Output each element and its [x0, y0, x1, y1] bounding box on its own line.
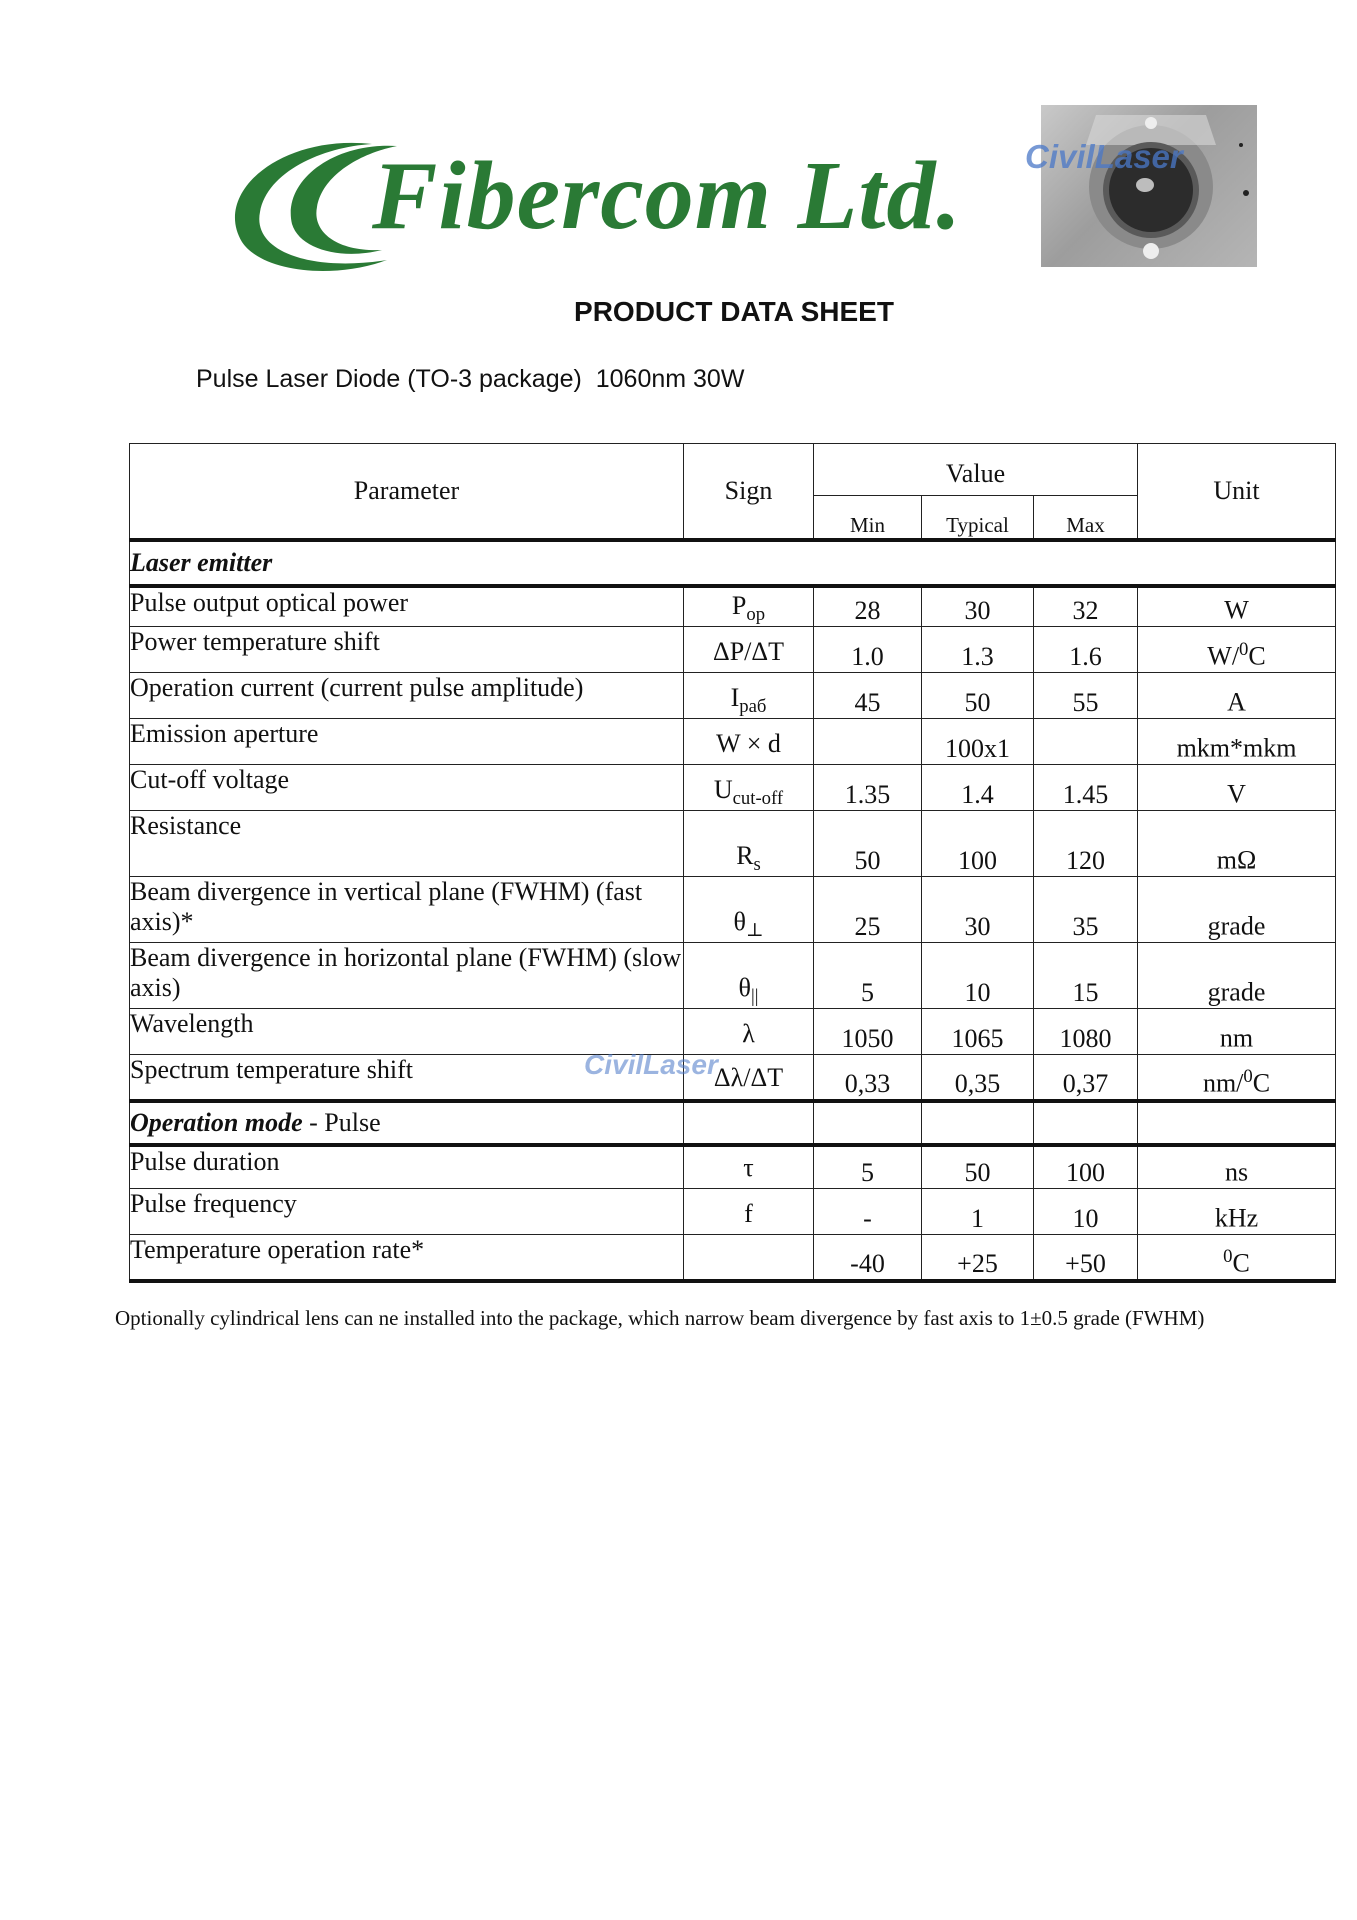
empty-cell	[1034, 1101, 1138, 1145]
value-min-cell: -	[814, 1189, 922, 1235]
value-typ-cell: 100x1	[922, 719, 1034, 765]
header-unit: Unit	[1138, 444, 1336, 540]
value-typ-cell: 30	[922, 586, 1034, 627]
value-max-cell: 10	[1034, 1189, 1138, 1235]
value-min-cell	[814, 719, 922, 765]
value-min-cell: 28	[814, 586, 922, 627]
value-typ-cell: 50	[922, 673, 1034, 719]
sign-subscript: op	[746, 604, 766, 625]
value-typ-cell: 30	[922, 877, 1034, 943]
value-max-cell	[1034, 719, 1138, 765]
section-title: Laser emitter	[130, 547, 273, 577]
sign-subscript: раб	[739, 696, 767, 717]
value-min-cell: 1.35	[814, 765, 922, 811]
header-typical: Typical	[922, 496, 1034, 540]
parameter-cell: Pulse duration	[130, 1145, 684, 1189]
unit-text: kHz	[1214, 1204, 1259, 1233]
sign-symbol: θ	[738, 972, 751, 1002]
table-row	[130, 1145, 1336, 1189]
sign-symbol: ΔP/ΔT	[712, 636, 784, 666]
value-max-cell: 35	[1034, 877, 1138, 943]
parameter-cell: Power temperature shift	[130, 627, 684, 673]
unit-text: mkm*mkm	[1176, 734, 1297, 763]
unit-text: nm	[1219, 1024, 1254, 1053]
value-typ-cell: 1065	[922, 1009, 1034, 1055]
sign-cell	[684, 1145, 814, 1189]
unit-cell	[1138, 943, 1336, 1009]
empty-cell	[684, 1101, 814, 1145]
table-row	[130, 1009, 1336, 1055]
value-max-cell: 32	[1034, 586, 1138, 627]
header-min: Min	[814, 496, 922, 540]
sign-symbol: Δλ/ΔT	[713, 1063, 784, 1093]
unit-cell	[1138, 1145, 1336, 1189]
sign-symbol: θ	[733, 906, 746, 936]
table-row	[130, 673, 1336, 719]
value-max-cell: 1080	[1034, 1009, 1138, 1055]
unit-suffix: C	[1248, 642, 1266, 671]
value-max-cell: 100	[1034, 1145, 1138, 1189]
page-title: PRODUCT DATA SHEET	[574, 296, 894, 327]
header-sign: Sign	[684, 444, 814, 540]
empty-cell	[814, 1101, 922, 1145]
sign-symbol: P	[731, 590, 747, 620]
unit-cell	[1138, 673, 1336, 719]
unit-cell	[1138, 719, 1336, 765]
value-min-cell: 5	[814, 943, 922, 1009]
table-row	[130, 719, 1336, 765]
section-title-cell	[130, 540, 1336, 586]
unit-text: ns	[1224, 1158, 1249, 1187]
sign-symbol: τ	[743, 1152, 754, 1182]
value-typ-cell: 1.3	[922, 627, 1034, 673]
table-row	[130, 1055, 1336, 1101]
table-row	[130, 1235, 1336, 1281]
table-row	[130, 877, 1336, 943]
value-min-cell: 50	[814, 811, 922, 877]
watermark-top: CivilLaser	[1025, 138, 1183, 175]
sign-cell	[684, 1189, 814, 1235]
unit-cell	[1138, 1189, 1336, 1235]
sign-cell	[684, 586, 814, 627]
header-parameter: Parameter	[130, 444, 684, 540]
sign-symbol: f	[744, 1198, 753, 1228]
unit-cell	[1138, 1009, 1336, 1055]
table-row	[130, 811, 1336, 877]
to3-package-icon	[1041, 105, 1257, 267]
sign-symbol: I	[730, 682, 740, 712]
section-row	[130, 540, 1336, 586]
unit-cell	[1138, 811, 1336, 877]
unit-text: A	[1227, 688, 1246, 717]
value-typ-cell: +25	[922, 1235, 1034, 1281]
value-typ-cell: 1.4	[922, 765, 1034, 811]
sign-cell	[684, 1235, 814, 1281]
value-max-cell: 55	[1034, 673, 1138, 719]
sign-cell	[684, 1009, 814, 1055]
value-min-cell: 25	[814, 877, 922, 943]
sign-cell	[684, 627, 814, 673]
table-body	[130, 540, 1336, 1281]
unit-text: W/	[1207, 642, 1240, 671]
parameter-cell: Resistance	[130, 811, 684, 877]
parameter-cell: Beam divergence in horizontal plane (FWHM) (slow axis)	[130, 943, 684, 1009]
unit-superscript: 0	[1239, 639, 1249, 661]
table-row	[130, 586, 1336, 627]
table-row	[130, 943, 1336, 1009]
product-photo	[1041, 105, 1257, 267]
sign-cell	[684, 673, 814, 719]
sign-symbol: W × d	[716, 728, 781, 758]
unit-superscript: 0	[1223, 1245, 1233, 1267]
sign-subscript: s	[753, 854, 761, 875]
sign-cell	[684, 811, 814, 877]
unit-superscript: 0	[1243, 1065, 1253, 1087]
unit-suffix: C	[1252, 1068, 1271, 1098]
unit-cell	[1138, 627, 1336, 673]
sign-cell	[684, 719, 814, 765]
parameter-cell: Operation current (current pulse amplitude)	[130, 673, 684, 719]
value-typ-cell: 100	[922, 811, 1034, 877]
value-max-cell: 0,37	[1034, 1055, 1138, 1101]
value-min-cell: 1050	[814, 1009, 922, 1055]
value-min-cell: 45	[814, 673, 922, 719]
parameter-cell: Cut-off voltage	[130, 765, 684, 811]
sign-symbol: λ	[742, 1018, 755, 1048]
value-min-cell: 1.0	[814, 627, 922, 673]
value-typ-cell: 1	[922, 1189, 1034, 1235]
unit-suffix: C	[1232, 1248, 1250, 1278]
table-header-row	[130, 444, 1336, 496]
logo-text: Fibercom Ltd.	[372, 142, 963, 250]
value-max-cell: 120	[1034, 811, 1138, 877]
unit-cell	[1138, 877, 1336, 943]
sign-subscript: cut-off	[732, 788, 784, 809]
sign-cell	[684, 877, 814, 943]
value-max-cell: +50	[1034, 1235, 1138, 1281]
unit-cell	[1138, 1235, 1336, 1281]
watermark-middle: CivilLaser	[584, 1049, 718, 1080]
header-value: Value	[814, 444, 1138, 496]
spec-table	[129, 443, 1336, 1283]
parameter-cell: Emission aperture	[130, 719, 684, 765]
unit-text: grade	[1207, 912, 1266, 941]
unit-text: nm/	[1202, 1068, 1244, 1098]
product-subtitle: Pulse Laser Diode (TO-3 package) 1060nm 30W	[196, 365, 745, 393]
parameter-cell: Spectrum temperature shift	[130, 1055, 684, 1101]
empty-cell	[922, 1101, 1034, 1145]
value-max-cell: 1.45	[1034, 765, 1138, 811]
parameter-cell: Pulse frequency	[130, 1189, 684, 1235]
value-min-cell: 0,33	[814, 1055, 922, 1101]
parameter-cell: Beam divergence in vertical plane (FWHM) (fast axis)*	[130, 877, 684, 943]
sign-cell	[684, 765, 814, 811]
value-typ-cell: 10	[922, 943, 1034, 1009]
table-row	[130, 765, 1336, 811]
company-logo	[222, 132, 982, 282]
section-title: Operation mode	[130, 1107, 303, 1137]
value-typ-cell: 0,35	[922, 1055, 1034, 1101]
sign-symbol: R	[736, 840, 754, 870]
value-min-cell: 5	[814, 1145, 922, 1189]
unit-cell	[1138, 586, 1336, 627]
unit-cell	[1138, 1055, 1336, 1101]
section-row	[130, 1101, 1336, 1145]
value-typ-cell: 50	[922, 1145, 1034, 1189]
empty-cell	[1138, 1101, 1336, 1145]
table-row	[130, 627, 1336, 673]
sign-subscript: ||	[750, 986, 759, 1007]
parameter-cell: Temperature operation rate*	[130, 1235, 684, 1281]
unit-text: V	[1227, 780, 1246, 809]
footnote: Optionally cylindrical lens can ne installed into the package, which narrow beam divergence by fast axis to 1±0.5 grade (FWHM)	[115, 1306, 1205, 1330]
sign-cell	[684, 943, 814, 1009]
value-min-cell: -40	[814, 1235, 922, 1281]
unit-cell	[1138, 765, 1336, 811]
table-row	[130, 1189, 1336, 1235]
section-title-suffix: - Pulse	[302, 1107, 381, 1137]
section-title-cell	[130, 1101, 684, 1145]
value-max-cell: 15	[1034, 943, 1138, 1009]
header-max: Max	[1034, 496, 1138, 540]
unit-text: grade	[1207, 978, 1266, 1007]
unit-text: mΩ	[1216, 846, 1257, 875]
unit-text: W	[1224, 596, 1249, 625]
parameter-cell: Wavelength	[130, 1009, 684, 1055]
sign-subscript: ⊥	[745, 920, 764, 941]
parameter-cell: Pulse output optical power	[130, 586, 684, 627]
sign-symbol: U	[713, 774, 733, 804]
value-max-cell: 1.6	[1034, 627, 1138, 673]
